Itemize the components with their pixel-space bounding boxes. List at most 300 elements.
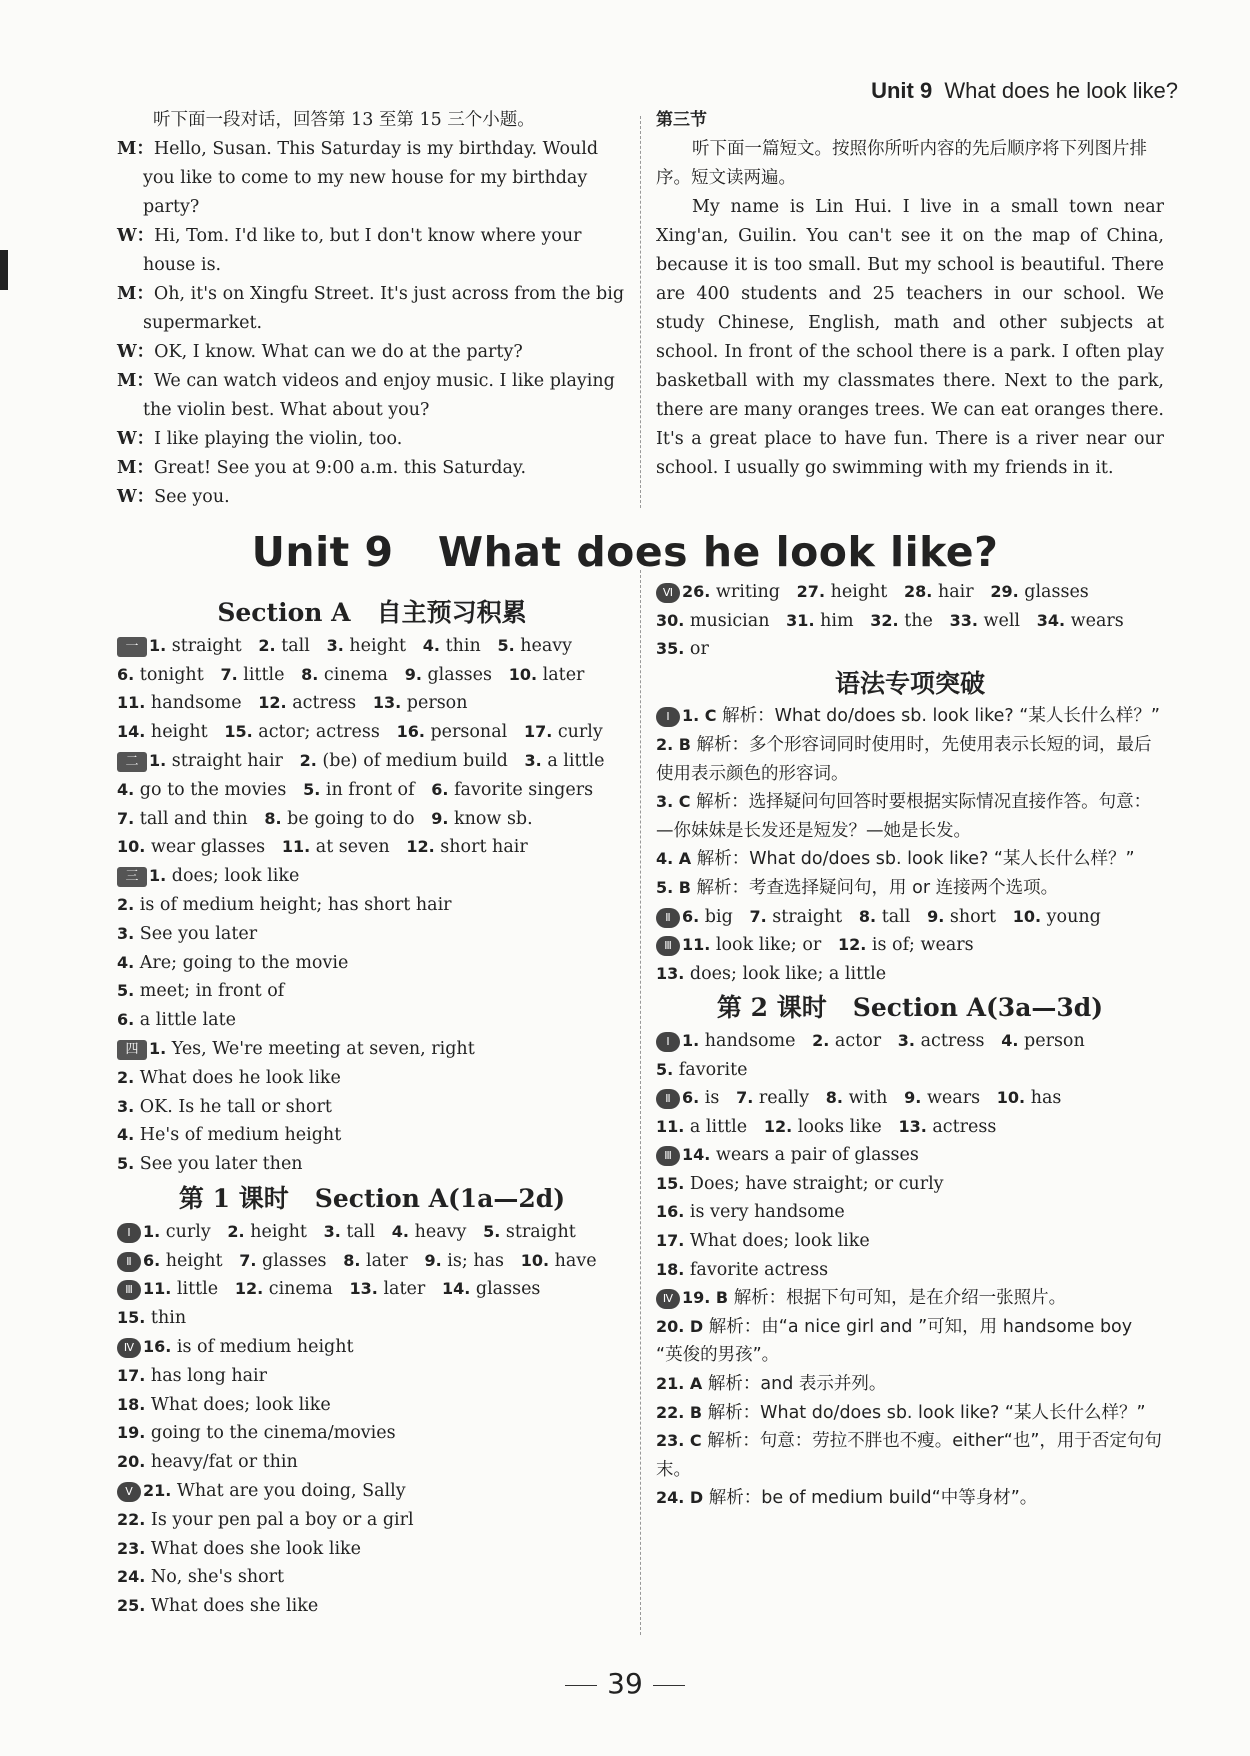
item-answer: Are; going to the movie (139, 952, 349, 973)
item-number: 4. A (656, 849, 697, 869)
item-answer: musician (689, 610, 770, 631)
dialog-line (117, 454, 625, 483)
answer-row (656, 731, 1164, 788)
item-answer: short (949, 906, 997, 927)
item-answer: cinema (323, 664, 388, 685)
dialog-line (117, 280, 625, 338)
answer-row (117, 689, 627, 718)
roman-numeral-badge: Ⅱ (117, 1252, 141, 1272)
item-answer: Does; have straight; or curly (689, 1173, 944, 1194)
left-answer-column (117, 593, 627, 1621)
item-number: 1. (149, 635, 172, 655)
answer-row (117, 1419, 627, 1448)
answer-row (117, 1121, 627, 1150)
item-answer: is (704, 1088, 720, 1109)
item-number: 29. (990, 582, 1025, 601)
item-number: 3. (524, 750, 548, 770)
answer-row (656, 1256, 1164, 1285)
answer-row (656, 1313, 1164, 1370)
item-number: 34. (1036, 610, 1071, 630)
item-answer: hair (937, 582, 974, 602)
answer-row (117, 661, 627, 690)
dialog-line (117, 483, 625, 512)
header-title: What does he look like? (944, 78, 1178, 103)
answer-row (656, 1056, 1164, 1085)
page-number: 39 (607, 1667, 643, 1700)
item-number: 7. (220, 664, 244, 684)
item-number: 3. (326, 635, 350, 655)
right-answer-column (656, 578, 1164, 1513)
answer-row (117, 718, 627, 747)
dialog-speaker: M： (117, 139, 154, 159)
item-number: 18. (656, 1259, 690, 1279)
item-answer: does; look like (171, 866, 300, 887)
item-number: 31. (786, 610, 821, 630)
item-number: 4. (391, 1221, 415, 1241)
item-number: 7. (117, 808, 140, 828)
answer-row (656, 578, 1164, 607)
item-answer: at seven (315, 837, 390, 858)
item-answer: has long hair (150, 1365, 268, 1386)
header-unit: Unit 9 (871, 78, 933, 103)
item-answer: really (758, 1088, 810, 1109)
item-number: 11. (143, 1279, 177, 1299)
item-answer: What does she like (150, 1596, 319, 1617)
item-answer: be going to do (287, 808, 415, 829)
item-number: 11. (281, 837, 316, 857)
item-number: 19. (117, 1423, 151, 1443)
item-number: 4. (117, 952, 140, 972)
answer-row (117, 1535, 627, 1564)
item-explanation: 解析：What do/does sb. look like? “某人长什么样？” (696, 849, 1135, 870)
item-number: 8. (825, 1088, 849, 1108)
item-number: 5. (303, 779, 326, 799)
answer-row (656, 845, 1164, 874)
roman-numeral-badge: Ⅲ (656, 1146, 680, 1166)
item-answer: wear glasses (150, 837, 266, 858)
item-answer: height (150, 722, 208, 743)
item-answer: Is your pen pal a boy or a girl (150, 1509, 414, 1530)
item-answer: meet; in front of (139, 981, 285, 1002)
item-number: 6. (117, 664, 140, 684)
item-number: 10. (996, 1088, 1031, 1108)
item-number: 24. D (656, 1488, 709, 1508)
answer-row (656, 1227, 1164, 1256)
item-number: 2. (117, 1067, 140, 1087)
item-number: 15. (224, 722, 259, 742)
item-answer: handsome (150, 693, 242, 714)
item-number: 7. (736, 1088, 759, 1108)
item-number: 3. (117, 923, 140, 943)
item-number: 9. (424, 1250, 448, 1270)
item-answer: glasses (427, 664, 492, 685)
item-answer: actor; actress (258, 722, 380, 743)
answer-row (656, 1113, 1164, 1142)
item-number: 7. (749, 906, 773, 926)
item-explanation: 解析：选择疑问句回答时要根据实际情况直接作答。句意：—你妹妹是长发还是短发？—她是长发。 (656, 792, 1152, 841)
item-number: 32. (870, 610, 905, 630)
item-answer: What are you doing, Sally (176, 1480, 406, 1501)
item-answer: curly (557, 722, 603, 743)
item-number: 12. (763, 1116, 798, 1136)
answer-row (117, 862, 627, 891)
item-answer: has (1030, 1088, 1062, 1109)
listening-dialog (117, 106, 625, 512)
item-answer: person (406, 693, 468, 714)
item-number: 1. (149, 750, 172, 770)
dialog-line (117, 338, 625, 367)
answer-row (117, 747, 627, 776)
item-number: 17. (117, 1365, 151, 1385)
answer-row (656, 1370, 1164, 1399)
item-number: 33. (949, 610, 984, 630)
item-answer: wears (1070, 610, 1124, 631)
section-heading: 语法专项突破 (834, 668, 985, 698)
item-number: 9. (927, 906, 950, 926)
item-answer: later (542, 664, 585, 685)
answer-row (656, 635, 1164, 664)
part-badge: 二 (117, 752, 147, 772)
answer-row (117, 1218, 627, 1247)
item-number: 20. (117, 1452, 151, 1472)
item-number: 3. (323, 1221, 347, 1241)
item-answer: height (830, 582, 888, 602)
item-answer: favorite singers (454, 779, 594, 800)
item-answer: tall (881, 906, 911, 927)
item-number: 26. (682, 582, 716, 601)
item-answer: height (250, 1221, 307, 1242)
item-number: 6. (682, 906, 705, 926)
item-explanation: 解析：根据下句可知，是在介绍一张照片。 (733, 1288, 1067, 1309)
part-badge: 四 (117, 1040, 147, 1060)
item-number: 5. B (656, 877, 697, 897)
dialog-text: See you. (154, 487, 230, 507)
item-number: 1. (149, 1038, 172, 1058)
item-answer: with (848, 1088, 888, 1109)
item-number: 6. (143, 1250, 166, 1270)
item-number: 1. C (682, 706, 723, 726)
item-answer: straight (171, 635, 242, 656)
answer-row (656, 1399, 1164, 1428)
item-answer: is of; wears (871, 935, 974, 956)
section-heading: 第 1 课时 Section A(1a—2d) (178, 1183, 566, 1213)
answer-row (656, 874, 1164, 903)
item-number: 12. (406, 837, 441, 857)
item-number: 22. B (656, 1402, 708, 1422)
answer-row (656, 1084, 1164, 1113)
item-number: 5. (656, 1059, 679, 1079)
item-answer: well (983, 610, 1021, 631)
item-number: 28. (904, 582, 938, 601)
item-number: 17. (523, 722, 558, 742)
dialog-line (117, 222, 625, 280)
dialog-speaker: W： (117, 429, 155, 449)
roman-numeral-badge: Ⅳ (117, 1338, 141, 1358)
item-number: 8. (301, 664, 324, 684)
item-number: 1. (149, 866, 172, 886)
item-number: 9. (404, 664, 428, 684)
item-number: 10. (508, 664, 543, 684)
page-number-area (0, 1667, 1250, 1700)
item-number: 6. (431, 779, 455, 799)
item-number: 6. (117, 1010, 140, 1030)
item-number: 16. (143, 1336, 177, 1356)
item-answer: tonight (139, 664, 204, 685)
item-answer: thin (150, 1308, 187, 1329)
answer-row (117, 776, 627, 805)
answer-row (117, 1006, 627, 1035)
item-number: 10. (117, 837, 151, 857)
item-number: 12. (837, 935, 872, 955)
item-number: 16. (656, 1202, 690, 1222)
item-answer: is very handsome (689, 1202, 845, 1223)
answer-row (117, 1275, 627, 1304)
item-number: 3. C (656, 792, 697, 812)
item-explanation: 解析：What do/does sb. look like? “某人长什么样？” (707, 1402, 1146, 1423)
item-answer: See you later (139, 923, 258, 944)
answer-row (656, 1027, 1164, 1056)
item-answer: straight (505, 1221, 576, 1242)
dialog-text: Great! See you at 9:00 a.m. this Saturday. (153, 458, 527, 478)
answer-row (117, 1150, 627, 1179)
item-answer: tall (281, 635, 310, 656)
item-explanation: 解析：多个形容词同时使用时，先使用表示长短的词，最后使用表示颜色的形容词。 (656, 734, 1152, 784)
answer-row (117, 1064, 627, 1093)
item-number: 2. (812, 1030, 835, 1050)
answer-row (656, 1284, 1164, 1313)
item-answer: go to the movies (139, 779, 287, 800)
item-answer: thin (445, 635, 481, 656)
item-number: 3. (117, 1096, 140, 1116)
item-answer: later (383, 1279, 426, 1300)
dialog-text: Oh, it's on Xingfu Street. It's just across from the big supermarket. (143, 284, 625, 333)
item-answer: young (1046, 906, 1101, 927)
item-answer: actress (920, 1030, 985, 1051)
item-number: 13. (656, 963, 690, 983)
passage-heading: 第三节 (656, 110, 707, 130)
roman-numeral-badge: Ⅰ (656, 1032, 680, 1052)
item-answer: a little (689, 1116, 748, 1137)
binding-edge-mark (0, 250, 8, 290)
part-badge: 一 (117, 637, 147, 657)
item-number: 18. (117, 1394, 151, 1414)
item-number: 11. (117, 693, 151, 713)
dialog-text: We can watch videos and enjoy music. I like playing the violin best. What about you? (143, 371, 615, 420)
item-answer: No, she's short (150, 1567, 285, 1588)
item-number: 2. B (656, 734, 697, 754)
item-explanation: 解析：be of medium build“中等身材”。 (708, 1488, 1038, 1509)
item-answer: heavy (520, 635, 573, 656)
item-number: 14. (117, 722, 151, 742)
answer-row (117, 1362, 627, 1391)
item-number: 21. A (656, 1374, 708, 1394)
item-answer: heavy (414, 1221, 467, 1242)
item-answer: straight hair (171, 750, 283, 771)
dialog-intro: 听下面一段对话，回答第 13 至第 15 三个小题。 (153, 110, 535, 130)
item-number: 1. (143, 1221, 166, 1241)
page-number-rule-right (653, 1685, 685, 1686)
item-number: 25. (117, 1596, 151, 1616)
item-answer: going to the cinema/movies (150, 1423, 396, 1444)
answer-row (656, 702, 1164, 731)
item-number: 2. (299, 750, 323, 770)
answer-row (656, 931, 1164, 960)
item-number: 30. (656, 610, 690, 630)
section-heading: Section A 自主预习积累 (217, 598, 527, 627)
answer-row (117, 1247, 627, 1276)
item-number: 9. (431, 808, 454, 828)
item-answer: short hair (440, 837, 528, 858)
item-answer: wears (926, 1088, 981, 1109)
answer-row (656, 903, 1164, 932)
item-number: 22. (117, 1509, 151, 1529)
item-number: 5. (483, 1221, 506, 1241)
answer-row (656, 960, 1164, 989)
item-answer: in front of (325, 779, 415, 800)
item-answer: glasses (262, 1250, 327, 1271)
item-answer: big (704, 906, 733, 927)
item-number: 13. (898, 1116, 933, 1136)
column-divider-bottom (640, 570, 641, 1635)
item-answer: the (904, 610, 933, 631)
answer-row (117, 632, 627, 661)
roman-numeral-badge: Ⅵ (656, 583, 680, 603)
part-badge: 三 (117, 867, 147, 887)
answer-row (117, 1093, 627, 1122)
roman-numeral-badge: Ⅱ (656, 908, 680, 928)
item-answer: See you later then (139, 1154, 303, 1175)
dialog-text: OK, I know. What can we do at the party? (154, 342, 523, 362)
item-number: 15. (117, 1308, 151, 1328)
answer-row (656, 1170, 1164, 1199)
item-explanation: 解析：and 表示并列。 (707, 1374, 887, 1395)
item-number: 27. (796, 582, 831, 601)
item-answer: person (1024, 1030, 1085, 1051)
item-answer: tall and thin (139, 808, 248, 829)
item-number: 9. (904, 1088, 927, 1108)
item-number: 2. (227, 1221, 251, 1241)
item-answer: straight (772, 906, 843, 927)
item-number: 5. (117, 1154, 140, 1174)
item-answer: What does he look like (139, 1067, 341, 1088)
page-number-rule-left (565, 1685, 597, 1686)
item-number: 4. (1001, 1030, 1025, 1050)
roman-numeral-badge: Ⅳ (656, 1289, 680, 1309)
item-number: 24. (117, 1567, 151, 1587)
item-answer: cinema (268, 1279, 333, 1300)
answer-row (117, 1563, 627, 1592)
item-number: 4. (117, 779, 140, 799)
answer-row (656, 607, 1164, 636)
item-answer: little (243, 664, 285, 685)
item-number: 19. B (682, 1288, 734, 1308)
item-explanation: 解析：由“a nice girl and ”可知，用 handsome boy “英俊的男孩”。 (656, 1316, 1133, 1366)
item-answer: height (349, 635, 407, 656)
item-number: 14. (441, 1279, 476, 1299)
item-answer: does; look like; a little (689, 963, 887, 984)
dialog-text: I like playing the violin, too. (154, 429, 403, 449)
item-number: 4. (422, 635, 446, 655)
item-number: 23. C (656, 1431, 708, 1451)
item-number: 5. (117, 981, 140, 1001)
item-answer: heavy/fat or thin (150, 1452, 298, 1473)
item-number: 14. (682, 1145, 716, 1165)
item-answer: curly (165, 1221, 211, 1242)
item-explanation: 解析：What do/does sb. look like? “某人长什么样？” (722, 706, 1160, 727)
item-answer: What does she look like (150, 1538, 362, 1559)
answer-row (656, 1484, 1164, 1513)
answer-row (117, 833, 627, 862)
item-answer: What does; look like (150, 1394, 331, 1415)
item-number: 8. (264, 808, 288, 828)
running-header (871, 78, 1178, 104)
item-answer: little (176, 1279, 219, 1300)
answer-row (117, 1304, 627, 1333)
item-answer: glasses (475, 1279, 541, 1300)
item-answer: height (165, 1250, 223, 1271)
item-number: 6. (682, 1088, 705, 1108)
item-answer: OK. Is he tall or short (139, 1096, 332, 1117)
answer-row (117, 1506, 627, 1535)
dialog-lines (117, 135, 625, 512)
dialog-speaker: M： (117, 458, 154, 478)
item-number: 2. (117, 894, 140, 914)
item-number: 8. (858, 906, 882, 926)
item-number: 8. (343, 1250, 367, 1270)
dialog-speaker: M： (117, 284, 154, 304)
item-number: 23. (117, 1538, 151, 1558)
answer-row (117, 1333, 627, 1362)
item-number: 13. (372, 693, 407, 713)
item-answer: know sb. (454, 808, 533, 829)
item-answer: a little (547, 750, 605, 771)
item-answer: looks like (797, 1116, 882, 1137)
answer-row (656, 1198, 1164, 1227)
item-number: 13. (349, 1279, 384, 1299)
answer-row (656, 1141, 1164, 1170)
answer-row (656, 1427, 1164, 1484)
passage-text: My name is Lin Hui. I live in a small town near Xing'an, Guilin. You can't see it on the map of China, because it is too small. But my school is beautiful. There are 400 students and 25 teachers in our school. We study Chinese, English, math and other subjects at school. In front of the school there is a park. I often play basketball with my classmates there. Next to the park, there are many oranges trees. We can eat oranges there. It's a great place to have fun. There is a river near our school. I usually go swimming with my friends in it. (656, 197, 1164, 478)
item-answer: handsome (704, 1030, 796, 1051)
roman-numeral-badge: Ⅰ (656, 707, 680, 727)
item-number: 4. (117, 1125, 140, 1145)
answer-row (117, 1391, 627, 1420)
answer-row (117, 1477, 627, 1506)
item-number: 3. (897, 1030, 921, 1050)
item-answer: glasses (1024, 582, 1089, 602)
dialog-line (117, 367, 625, 425)
dialog-speaker: W： (117, 487, 155, 507)
item-answer: actress (932, 1116, 997, 1137)
roman-numeral-badge: Ⅱ (656, 1089, 680, 1109)
item-number: 12. (258, 693, 293, 713)
item-answer: Yes, We're meeting at seven, right (171, 1038, 475, 1059)
item-number: 15. (656, 1173, 690, 1193)
item-answer: actress (292, 693, 357, 714)
item-number: 2. (258, 635, 282, 655)
item-number: 11. (682, 935, 716, 955)
item-answer: later (366, 1250, 408, 1271)
dialog-speaker: W： (117, 342, 155, 362)
unit-title: Unit 9 What does he look like? (251, 528, 999, 576)
item-answer: is; has (447, 1250, 505, 1271)
roman-numeral-badge: Ⅲ (117, 1280, 141, 1300)
item-number: 35. (656, 639, 690, 659)
item-answer: have (554, 1250, 597, 1271)
dialog-line (117, 135, 625, 222)
item-answer: (be) of medium build (322, 750, 508, 771)
dialog-speaker: W： (117, 226, 155, 246)
